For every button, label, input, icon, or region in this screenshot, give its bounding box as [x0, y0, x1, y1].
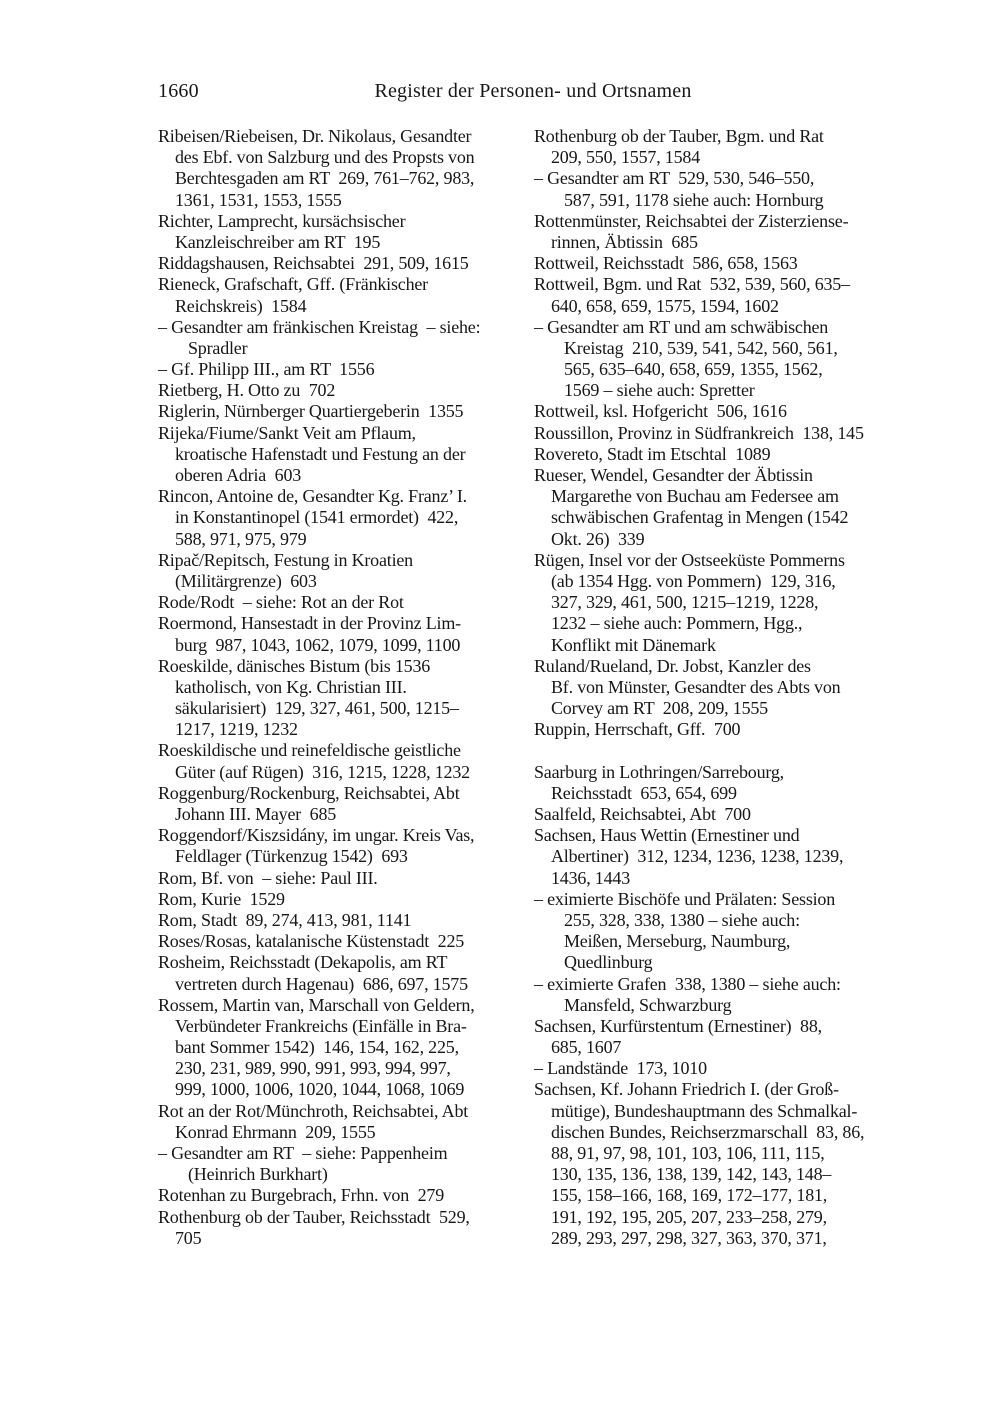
- entry-line: Roggendorf/Kiszsidány, im ungar. Kreis Vas,: [158, 825, 475, 846]
- entry-line: Roeskildische und reinefeldische geistliche: [158, 740, 461, 761]
- index-entry: [158, 380, 534, 401]
- index-entry: [534, 317, 934, 402]
- entry-line: Corvey am RT 208, 209, 1555: [551, 698, 768, 719]
- entry-line: Riddagshausen, Reichsabtei 291, 509, 1615: [158, 253, 469, 274]
- entry-line: Rieneck, Grafschaft, Gff. (Fränkischer: [158, 274, 428, 295]
- entry-line: Richter, Lamprecht, kursächsischer: [158, 210, 406, 231]
- entry-line: 327, 329, 461, 500, 1215–1219, 1228,: [551, 592, 819, 613]
- index-entry: [534, 423, 934, 444]
- index-column-right: [534, 126, 934, 1249]
- index-entry: [534, 656, 934, 720]
- entry-line: Johann III. Mayer 685: [175, 804, 337, 824]
- entry-line: 999, 1000, 1006, 1020, 1044, 1068, 1069: [175, 1079, 465, 1100]
- entry-line: mütige), Bundeshauptmann des Schmalkal-: [551, 1100, 858, 1121]
- entry-line: Konflikt mit Dänemark: [551, 634, 716, 655]
- index-entry: [534, 465, 934, 550]
- index-entry: [158, 952, 534, 994]
- entry-line: 155, 158–166, 168, 169, 172–177, 181,: [551, 1185, 828, 1206]
- entry-line: Roeskilde, dänisches Bistum (bis 1536: [158, 655, 431, 676]
- entry-line: – Gesandter am fränkischen Kreistag – siehe:: [158, 316, 481, 337]
- entry-line: Roussillon, Provinz in Südfrankreich 138, 145: [534, 422, 864, 443]
- index-entry: [158, 211, 534, 253]
- index-entry: [158, 910, 534, 931]
- entry-line: Roses/Rosas, katalanische Küstenstadt 225: [158, 931, 465, 952]
- entry-line: 705: [175, 1227, 202, 1248]
- entry-line: – Gesandter am RT und am schwäbischen: [534, 316, 829, 337]
- entry-line: Albertiner) 312, 1234, 1236, 1238, 1239,: [551, 846, 844, 867]
- index-entry: [158, 825, 534, 867]
- entry-line: Rottweil, Reichsstadt 586, 658, 1563: [534, 253, 798, 274]
- index-entry: [158, 656, 534, 741]
- entry-line: kroatische Hafenstadt und Festung an der: [175, 443, 466, 464]
- entry-line: – Gf. Philipp III., am RT 1556: [158, 359, 375, 380]
- entry-line: katholisch, von Kg. Christian III.: [175, 676, 407, 697]
- index-entry: [534, 719, 934, 740]
- index-entry: [158, 253, 534, 274]
- index-entry: [534, 274, 934, 316]
- entry-line: Spradler: [188, 337, 248, 358]
- entry-line: Rottenmünster, Reichsabtei der Zisterziense-: [534, 210, 849, 231]
- index-entry: [534, 444, 934, 465]
- index-entry: [534, 889, 934, 974]
- entry-line: Rot an der Rot/Münchroth, Reichsabtei, Abt: [158, 1100, 469, 1121]
- entry-line: 255, 328, 338, 1380 – siehe auch:: [564, 909, 800, 930]
- entry-line: Rossem, Martin van, Marschall von Geldern,: [158, 994, 475, 1015]
- running-head-title: Register der Personen- und Ortsnamen: [374, 80, 692, 102]
- entry-line: Rottweil, Bgm. und Rat 532, 539, 560, 635–: [534, 274, 850, 295]
- index-entry: [534, 974, 934, 1016]
- index-entry: [158, 550, 534, 592]
- index-entry: [158, 1185, 534, 1206]
- entry-line: Meißen, Merseburg, Naumburg,: [564, 931, 791, 952]
- entry-line: Riglerin, Nürnberger Quartiergeberin 1355: [158, 401, 464, 422]
- entry-line: Kreistag 210, 539, 541, 542, 560, 561,: [564, 337, 838, 358]
- entry-line: Bf. von Münster, Gesandter des Abts von: [551, 676, 841, 697]
- index-entry: [534, 1079, 934, 1249]
- entry-line: Ripač/Repitsch, Festung in Kroatien: [158, 549, 413, 570]
- entry-line: Saarburg in Lothringen/Sarrebourg,: [534, 761, 784, 782]
- index-entry: [534, 168, 934, 210]
- entry-line: Mansfeld, Schwarzburg: [564, 994, 732, 1015]
- entry-line: schwäbischen Grafentag in Mengen (1542: [551, 507, 849, 528]
- entry-line: Rode/Rodt – siehe: Rot an der Rot: [158, 592, 404, 613]
- entry-line: Reichskreis) 1584: [175, 295, 307, 316]
- entry-line: Kanzleischreiber am RT 195: [175, 231, 381, 252]
- entry-line: säkularisiert) 129, 327, 461, 500, 1215–: [175, 698, 459, 719]
- entry-line: – Landstände 173, 1010: [534, 1058, 707, 1079]
- entry-line: 191, 192, 195, 205, 207, 233–258, 279,: [551, 1206, 827, 1227]
- entry-line: Roermond, Hansestadt in der Provinz Lim-: [158, 613, 461, 634]
- entry-line: 1436, 1443: [551, 867, 631, 888]
- index-entry: [158, 740, 534, 782]
- entry-line: Rueser, Wendel, Gesandter der Äbtissin: [534, 465, 813, 485]
- index-entry: [158, 126, 534, 211]
- entry-line: – Gesandter am RT – siehe: Pappenheim: [158, 1143, 448, 1163]
- index-entry: [158, 868, 534, 889]
- entry-line: Ribeisen/Riebeisen, Dr. Nikolaus, Gesandter: [158, 126, 472, 146]
- index-entry: [158, 1143, 534, 1185]
- entry-line: rinnen, Äbtissin 685: [551, 231, 698, 252]
- entry-line: 640, 658, 659, 1575, 1594, 1602: [551, 295, 779, 316]
- entry-line: 588, 971, 975, 979: [175, 528, 307, 549]
- entry-line: Margarethe von Buchau am Federsee am: [551, 486, 839, 507]
- entry-line: – eximierte Grafen 338, 1380 – siehe auch:: [534, 973, 841, 994]
- entry-line: Güter (auf Rügen) 316, 1215, 1228, 1232: [175, 761, 470, 782]
- index-entry: [158, 274, 534, 316]
- entry-line: 587, 591, 1178 siehe auch: Hornburg: [564, 189, 824, 210]
- index-entry: [534, 825, 934, 889]
- entry-line: Rovereto, Stadt im Etschtal 1089: [534, 443, 771, 464]
- index-entry: [534, 401, 934, 422]
- entry-line: Roggenburg/Rockenburg, Reichsabtei, Abt: [158, 782, 460, 803]
- entry-line: Berchtesgaden am RT 269, 761–762, 983,: [175, 168, 475, 189]
- entry-line: Reichsstadt 653, 654, 699: [551, 782, 737, 803]
- page-number: 1660: [158, 80, 199, 102]
- index-entry: [158, 931, 534, 952]
- index-entry: [158, 359, 534, 380]
- section-break: [534, 740, 934, 761]
- index-entry: [158, 995, 534, 1101]
- entry-line: vertreten durch Hagenau) 686, 697, 1575: [175, 973, 468, 994]
- index-entry: [158, 317, 534, 359]
- entry-line: 1232 – siehe auch: Pommern, Hgg.,: [551, 613, 803, 634]
- index-entry: [534, 1058, 934, 1079]
- entry-line: 88, 91, 97, 98, 101, 103, 106, 111, 115,: [551, 1143, 825, 1163]
- entry-line: bant Sommer 1542) 146, 154, 162, 225,: [175, 1037, 459, 1058]
- entry-line: Rosheim, Reichsstadt (Dekapolis, am RT: [158, 952, 448, 973]
- entry-line: Rom, Bf. von – siehe: Paul III.: [158, 867, 378, 888]
- entry-line: Rijeka/Fiume/Sankt Veit am Pflaum,: [158, 422, 416, 443]
- entry-line: Rothenburg ob der Tauber, Reichsstadt 529,: [158, 1206, 470, 1227]
- entry-line: (ab 1354 Hgg. von Pommern) 129, 316,: [551, 570, 836, 591]
- entry-line: Verbündeter Frankreichs (Einfälle in Bra-: [175, 1015, 467, 1036]
- entry-line: Sachsen, Kurfürstentum (Ernestiner) 88,: [534, 1015, 822, 1036]
- entry-line: Rotenhan zu Burgebrach, Frhn. von 279: [158, 1185, 445, 1206]
- entry-line: Rottweil, ksl. Hofgericht 506, 1616: [534, 401, 787, 422]
- index-entry: [534, 211, 934, 253]
- index-column-left: [158, 126, 534, 1249]
- entry-line: Ruland/Rueland, Dr. Jobst, Kanzler des: [534, 655, 811, 676]
- entry-line: Sachsen, Kf. Johann Friedrich I. (der Groß-: [534, 1079, 839, 1100]
- entry-line: 230, 231, 989, 990, 991, 993, 994, 997,: [175, 1058, 451, 1079]
- entry-line: Rom, Kurie 1529: [158, 888, 285, 909]
- index-entry: [534, 804, 934, 825]
- entry-line: 565, 635–640, 658, 659, 1355, 1562,: [564, 359, 823, 380]
- index-entry: [534, 126, 934, 168]
- entry-line: Rothenburg ob der Tauber, Bgm. und Rat: [534, 126, 824, 146]
- entry-line: 130, 135, 136, 138, 139, 142, 143, 148–: [551, 1164, 832, 1185]
- index-entry: [534, 550, 934, 656]
- entry-line: 1569 – siehe auch: Spretter: [564, 380, 755, 401]
- index-entry: [158, 423, 534, 487]
- entry-line: 1361, 1531, 1553, 1555: [175, 189, 342, 210]
- entry-line: dischen Bundes, Reichserzmarschall 83, 86,: [551, 1121, 865, 1142]
- entry-line: – Gesandter am RT 529, 530, 546–550,: [534, 168, 815, 189]
- entry-line: in Konstantinopel (1541 ermordet) 422,: [175, 507, 459, 528]
- index-entry: [158, 783, 534, 825]
- index-entry: [158, 1207, 534, 1249]
- entry-line: Sachsen, Haus Wettin (Ernestiner und: [534, 825, 800, 846]
- entry-line: (Heinrich Burkhart): [188, 1164, 328, 1185]
- index-entry: [158, 613, 534, 655]
- entry-line: Okt. 26) 339: [551, 528, 645, 549]
- entry-line: – eximierte Bischöfe und Prälaten: Session: [534, 888, 836, 909]
- index-entry: [158, 592, 534, 613]
- index-entry: [158, 1101, 534, 1143]
- entry-line: des Ebf. von Salzburg und des Propsts von: [175, 147, 475, 168]
- entry-line: Ruppin, Herrschaft, Gff. 700: [534, 719, 741, 740]
- entry-line: Rügen, Insel vor der Ostseeküste Pommerns: [534, 549, 845, 570]
- entry-line: 289, 293, 297, 298, 327, 363, 370, 371,: [551, 1227, 827, 1248]
- index-entry: [158, 401, 534, 422]
- entry-line: 209, 550, 1557, 1584: [551, 147, 701, 168]
- entry-line: oberen Adria 603: [175, 465, 302, 485]
- entry-line: Rietberg, H. Otto zu 702: [158, 380, 336, 401]
- entry-line: burg 987, 1043, 1062, 1079, 1099, 1100: [175, 634, 461, 655]
- entry-line: Rom, Stadt 89, 274, 413, 981, 1141: [158, 909, 412, 930]
- entry-line: 685, 1607: [551, 1037, 622, 1058]
- entry-line: Konrad Ehrmann 209, 1555: [175, 1121, 376, 1142]
- entry-line: Saalfeld, Reichsabtei, Abt 700: [534, 804, 751, 824]
- entry-line: 1217, 1219, 1232: [175, 719, 298, 740]
- index-entry: [534, 1016, 934, 1058]
- index-entry: [534, 762, 934, 804]
- entry-line: (Militärgrenze) 603: [175, 570, 317, 591]
- entry-line: Feldlager (Türkenzug 1542) 693: [175, 846, 408, 867]
- entry-line: Rincon, Antoine de, Gesandter Kg. Franz’ I.: [158, 486, 467, 507]
- index-entry: [534, 253, 934, 274]
- index-entry: [158, 889, 534, 910]
- index-entry: [158, 486, 534, 550]
- entry-line: Quedlinburg: [564, 952, 653, 973]
